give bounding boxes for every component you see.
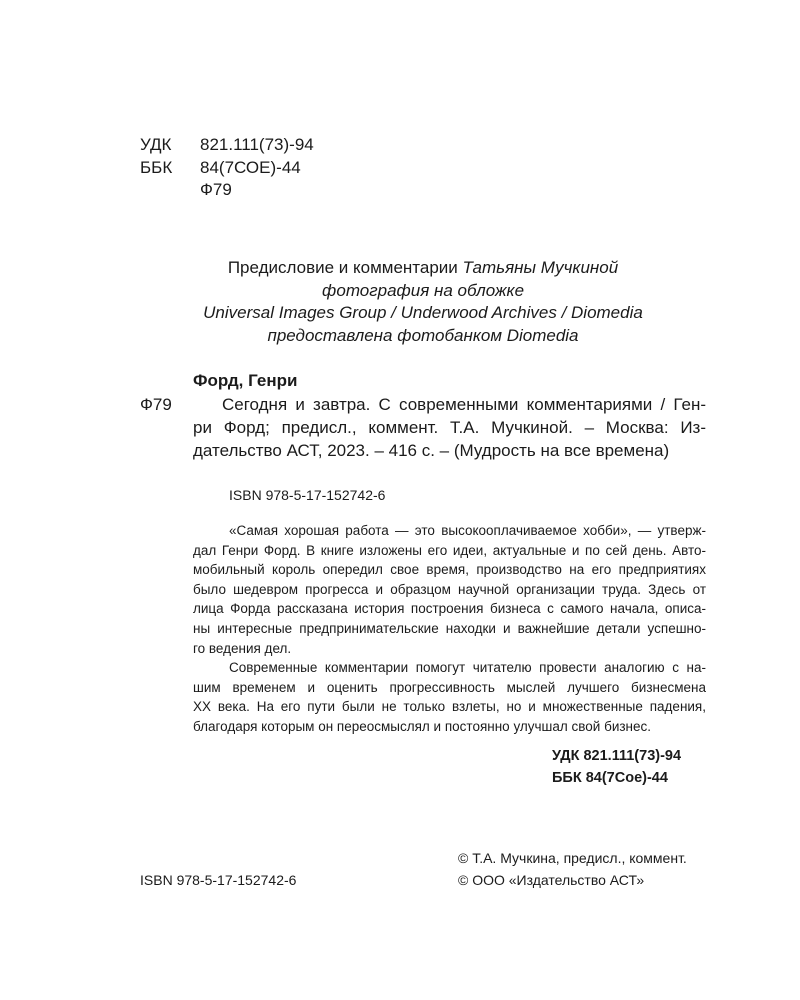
annotation-line: было шедевром прогресса и образцом научной организации труда. Здесь от (193, 581, 706, 597)
annotation-line: лица Форда рассказана история построения бизнеса с самого начала, описа- (193, 601, 706, 617)
photo-sources: Universal Images Group / Underwood Archives / Diomedia (203, 303, 643, 322)
annotation-line: го ведения дел. (193, 640, 292, 656)
copyright-line: © ООО «Издательство АСТ» (458, 872, 645, 888)
annotation-line: благодаря которым он переосмыслял и постоянно улучшал свой бизнес. (193, 718, 652, 734)
preface-credit (123, 257, 723, 280)
photo-provider: предоставлена фотобанком Diomedia (267, 325, 579, 345)
description-line: ри Форд; предисл., коммент. Т.А. Мучкиной. – Москва: Из- (193, 417, 706, 437)
preface-prefix: Предисловие и комментарии (227, 258, 458, 277)
annotation-line: дал Генри Форд. В книге изложены его идеи, актуальные и по сей день. Авто- (193, 542, 706, 558)
udk-footer: УДК 821.111(73)-94 (552, 748, 682, 764)
udk-value: 821.111(73)-94 (200, 135, 314, 154)
author-mark: Ф79 (200, 180, 232, 199)
bibliographic-description (193, 393, 706, 462)
credits-block (123, 257, 723, 347)
preface-author: Татьяны Мучкиной (462, 258, 619, 277)
udk-label: УДК (140, 135, 172, 154)
copyright-line: © Т.А. Мучкина, предисл., коммент. (458, 850, 687, 866)
author-mark-row (140, 179, 314, 202)
bbk-value: 84(7СОЕ)-44 (200, 157, 301, 177)
author-heading: Форд, Генри (193, 371, 298, 390)
annotation-line: мобильный король опередил свое время, производство на его предприятиях (193, 562, 706, 578)
copyright-block (458, 847, 687, 891)
annotation-line: «Самая хорошая работа — это высокооплачиваемое хобби», — утверж- (229, 523, 706, 538)
annotation-line: XX века. На его пути были не только взлеты, но и множественные падения, (193, 699, 706, 715)
annotation-line: Современные комментарии помогут читателю провести аналогию с на- (229, 660, 706, 676)
classification-footer (552, 745, 681, 789)
catalog-author-mark: Ф79 (140, 394, 172, 414)
annotation (193, 521, 706, 737)
annotation-line: ны интересные предпринимательские находки и важнейшие детали успешно- (193, 620, 706, 636)
cover-photo-label: фотография на обложке (321, 280, 525, 300)
classification-block (140, 134, 314, 202)
bbk-footer: ББК 84(7Сое)-44 (552, 770, 668, 786)
annotation-line: шим временем и оценить прогрессивность мыслей лучшего бизнесмена (193, 679, 706, 695)
footer-isbn: ISBN 978-5-17-152742-6 (140, 872, 297, 888)
bbk-label: ББК (140, 157, 173, 177)
description-line: Сегодня и завтра. С современными комментариями / Ген- (222, 394, 706, 414)
description-line: дательство АСТ, 2023. – 416 с. – (Мудрость на все времена) (193, 440, 670, 460)
udk-row (140, 134, 314, 157)
catalog-isbn: ISBN 978-5-17-152742-6 (229, 487, 386, 503)
bbk-row (140, 157, 314, 180)
